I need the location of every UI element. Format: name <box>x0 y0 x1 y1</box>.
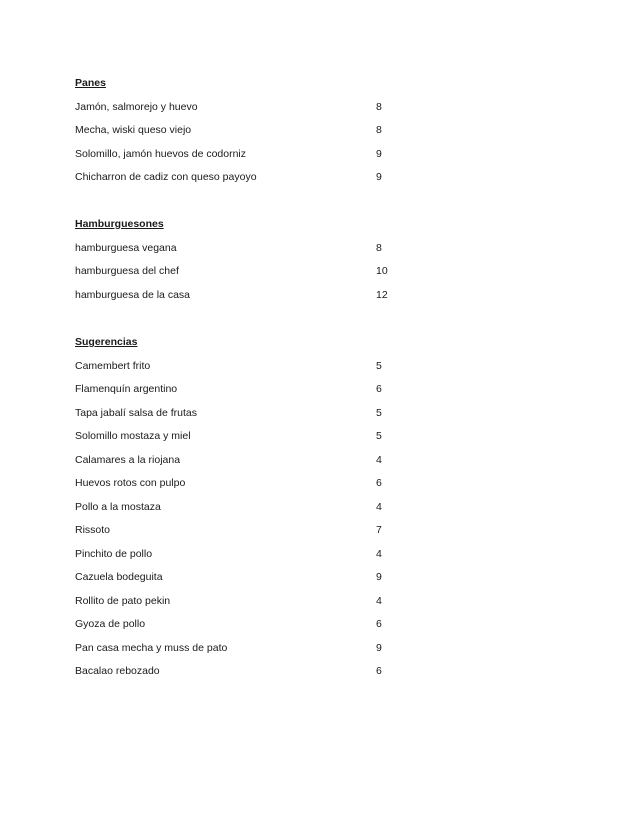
item-name: Calamares a la riojana <box>75 453 181 466</box>
item-name: Pan casa mecha y muss de pato <box>75 641 228 654</box>
menu-item <box>75 500 415 524</box>
menu-item <box>75 170 415 194</box>
item-price: 6 <box>376 665 382 677</box>
section-title: Hamburguesones <box>75 218 164 230</box>
section-hamburguesones <box>75 217 415 311</box>
item-name: Rissoto <box>75 524 111 536</box>
item-price: 8 <box>376 100 382 113</box>
item-price: 7 <box>376 524 382 536</box>
menu-item <box>75 241 415 265</box>
menu-item <box>75 570 415 594</box>
item-price: 8 <box>376 241 382 254</box>
item-price: 9 <box>376 171 382 183</box>
item-name: Solomillo mostaza y miel <box>75 430 191 442</box>
section-title: Panes <box>75 77 106 89</box>
menu-item <box>75 523 415 547</box>
menu-item <box>75 547 415 571</box>
item-price: 4 <box>376 500 382 513</box>
item-price: 10 <box>376 265 388 277</box>
menu-item <box>75 147 415 171</box>
item-name: Camembert frito <box>75 359 151 372</box>
item-price: 6 <box>376 618 382 630</box>
item-name: Jamón, salmorejo y huevo <box>75 100 198 113</box>
item-price: 12 <box>376 288 388 301</box>
menu-item <box>75 594 415 618</box>
item-price: 9 <box>376 571 382 583</box>
item-name: Bacalao rebozado <box>75 665 160 677</box>
item-name: hamburguesa del chef <box>75 265 179 277</box>
menu-item <box>75 359 415 383</box>
section-sugerencias <box>75 335 415 688</box>
item-name: Solomillo, jamón huevos de codorniz <box>75 147 247 160</box>
item-name: Chicharron de cadiz con queso payoyo <box>75 171 257 183</box>
menu-item <box>75 100 415 124</box>
item-name: Flamenquín argentino <box>75 383 178 395</box>
item-price: 6 <box>376 477 382 489</box>
menu-item <box>75 406 415 430</box>
item-name: Pollo a la mostaza <box>75 500 161 513</box>
item-name: hamburguesa vegana <box>75 241 177 254</box>
item-name: Huevos rotos con pulpo <box>75 477 186 489</box>
item-price: 5 <box>376 406 382 419</box>
section-panes <box>75 76 415 194</box>
item-name: Mecha, wiski queso viejo <box>75 124 192 136</box>
menu-item <box>75 641 415 665</box>
item-price: 6 <box>376 383 382 395</box>
menu-item <box>75 382 415 406</box>
item-price: 8 <box>376 124 382 136</box>
item-price: 4 <box>376 547 382 560</box>
item-price: 5 <box>376 430 382 442</box>
menu-item <box>75 123 415 147</box>
item-name: Gyoza de pollo <box>75 618 146 630</box>
section-title: Sugerencias <box>75 336 138 348</box>
item-name: Tapa jabalí salsa de frutas <box>75 406 197 419</box>
menu-item <box>75 664 415 688</box>
menu-item <box>75 617 415 641</box>
item-price: 5 <box>376 359 382 372</box>
item-price: 9 <box>376 641 382 654</box>
menu-item <box>75 288 415 312</box>
item-name: Pinchito de pollo <box>75 547 153 560</box>
item-price: 4 <box>376 453 382 466</box>
menu-item <box>75 429 415 453</box>
item-price: 4 <box>376 594 382 607</box>
menu-item <box>75 264 415 288</box>
item-name: hamburguesa de la casa <box>75 288 190 301</box>
item-name: Rollito de pato pekin <box>75 594 171 607</box>
menu-item <box>75 453 415 477</box>
item-price: 9 <box>376 147 382 160</box>
item-name: Cazuela bodeguita <box>75 571 163 583</box>
menu-item <box>75 476 415 500</box>
